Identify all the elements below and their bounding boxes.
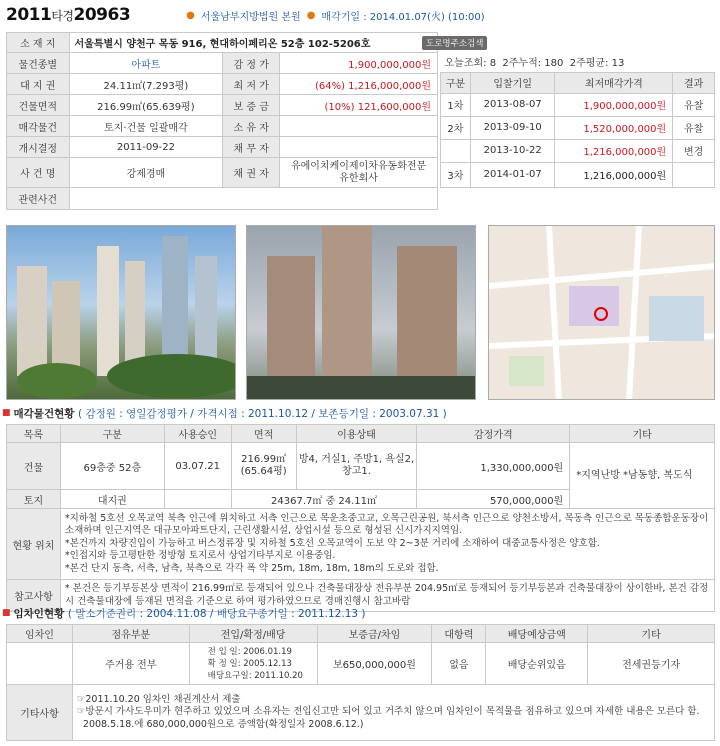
apartment-photo-illustration — [7, 226, 236, 400]
address: 서울특별시 양천구 목동 916, 현대하이페리온 52층 102-5206호 — [74, 39, 371, 50]
reference-note: * 본건은 등기부등본상 면적이 216.99㎡로 등재되어 있으나 건축물대장상 전유부분 204.95㎡로 등재되어 등기부등본과 건축물대장이 상이한바, 본건 감정시 건축물대장에 등재된 면적을 기준으로 하여 평가하였으므로 경매진행시 참고바람 — [60, 580, 714, 612]
property-table: 목록 구분 사용승인 면적 이용상태 감정가격 기타 건물 69층중 52층 03.07.21 216.99㎡ (65.64평) 방4, 거실1, 주방1, 욕실2, 창고1. 1,330,000,000원 *지역난방 *남동향, 복도식 토지 대지권 24367.7㎡ 중 24.11㎡ 570,000,000원 현황 위치 *지하철 5호선 오목교역 북측 인근에 위치하고 서측 인근으로 목운초중고교, 오목근린공원, 북서측 인근으로 양천소방서, 목동측 인근으로 목동종합운동장이 소재하며 인근지역은 대규모아파트단지, 근린생활시설, 상업시설 등으로 형성된 신시가지지역임. *본건까지 차량진입이 가능하고 버스정류장 및 지하철 5호선 오목교역이 도보 약 2~3분 거리에 소재하여 대중교통사정은 양호함. *인접지와 등고평탄한 정방형 토지로서 상업기타부지로 이용중임. *본건 단지 동측, 서측, 남측, 북측으로 각각 폭 약 25m, 18m, 18m, 18m의 도로와 접함. 참고사항 * 본건은 등기부등본상 면적이 216.99㎡로 등재되어 있으나 건축물대장상 전유부분 204.95㎡로 등재되어 등기부등본과 건축물대장이 상이한바, 본건 감정시 건축물대장에 등재된 면적을 기준으로 하여 평가하였으므로 경매진행시 참고바람 — [6, 424, 715, 612]
court-name: 서울남부지방법원 본원 — [200, 11, 301, 23]
location-map[interactable] — [488, 225, 715, 400]
tenant-note: ☞2011.10.20 임차인 채권계산서 제출 — [76, 693, 241, 705]
location-line: *본건 단지 동측, 서측, 남측, 북측으로 각각 폭 약 25m, 18m, 18m, 18m의 도로와 접함. — [64, 562, 439, 574]
property-section-title: ■ 매각물건현황 ( 감정원 : 영일감정평가 / 가격시점 : 2011.10.12 / 보존등기일 : 2003.07.31 ) — [2, 407, 447, 420]
rounds-table: 오늘조회: 8 2주누적: 180 2주평균: 13 구분 입찰기일 최저매각가격 결과 1차 2013-08-07 1,900,000,000원 유찰 2차 2013-09-10 1,520,000,000원 유찰 2013-10-22 1,216,000,000원 변경 3차 2014-01-07 1,216,000,000원 — [440, 52, 715, 188]
apartment-photo[interactable] — [6, 225, 236, 400]
location-line: *본건까지 차량진입이 가능하고 버스정류장 및 지하철 5호선 오목교역이 도보 약 2~3분 거리에 소재하여 대중교통사정은 양호함. — [64, 537, 600, 549]
minimum-price: (64%) 1,216,000,000원 — [280, 74, 438, 95]
tenant-table: 임차인 점유부분 전입/확정/배당 보증금/차임 대항력 배당예상금액 기타 주거용 전부 전 입 일: 2006.01.19 확 정 일: 2005.12.13 배당요구일: 2011.10.20 보650,000,000원 없음 배당순위있음 전세권등기자 기타사항 ☞2011.10.20 임차인 채권계산서 제출 ☞방문시 가사도우미가 현주하고 있었으며 소유자는 전입신고만 되어 있고 거주치 않으며 임차인이 목적물을 점유하고 있으며 자세한 내용은 모른다 함. 2008.5.18.에 680,000,000원으로 증액함(확정일자 2008.6.12.) — [6, 624, 715, 741]
creditor: 유에이치케이제이차유동화전문유한회사 — [280, 158, 438, 188]
tower-photo[interactable] — [246, 225, 476, 400]
info-table: 소 재 지 서울특별시 양천구 목동 916, 현대하이페리온 52층 102-5206호 물건종별 아파트 감 정 가 1,900,000,000원 대 지 권 24.11㎡(7.293평) 최 저 가 (64%) 1,216,000,000원 건물면적 216.99㎡(65.639평) 보 증 금 (10%) 121,600,000원 매각물건 토지·건물 일괄매각 소 유 자 개시결정 2011-09-22 채 무 자 사 건 명 강제경매 채 권 자 유에이치케이제이차유동화전문유한회사 관련사건 — [6, 32, 438, 210]
appraisal-price: 1,900,000,000원 — [280, 53, 438, 74]
location-line: *인접지와 등고평탄한 정방형 토지로서 상업기타부지로 이용중임. — [64, 550, 336, 562]
sale-date: 매각기일 : 2014.01.07(火) (10:00) — [321, 11, 485, 23]
bullet-icon: ■ — [2, 408, 11, 418]
case-number: 2011타경20963 — [6, 5, 131, 25]
tenant-section-title: ■ 임차인현황 ( 말소기준권리 : 2004.11.08 / 배당요구종기일 : 2011.12.13 ) — [2, 607, 366, 620]
bullet-icon: ● — [306, 9, 316, 21]
tenant-note: ☞방문시 가사도우미가 현주하고 있었으며 소유자는 전입신고만 되어 있고 거주치 않으며 임차인이 목적물을 점유하고 있으며 자세한 내용은 모른다 함. — [76, 706, 700, 718]
case-header — [0, 0, 720, 30]
road-address-search-button[interactable]: 도로명주소검색 — [422, 36, 487, 50]
bullet-icon: ■ — [2, 608, 11, 618]
deposit: (10%) 121,600,000원 — [280, 95, 438, 116]
tower-photo-illustration — [247, 226, 476, 400]
tenant-note: 2008.5.18.에 680,000,000원으로 증액함(확정일자 2008.6.12.) — [76, 718, 364, 730]
location-line: *지하철 5호선 오목교역 북측 인근에 위치하고 서측 인근으로 목운초중고교, 오목근린공원, 북서측 인근으로 양천소방서, 목동측 인근으로 목동종합운동장이 소재하며 인근지역은 대규모아파트단지, 근린생활시설, 상업시설 등으로 형성된 신시가지지역임. — [64, 512, 709, 537]
view-stats: 오늘조회: 8 2주누적: 180 2주평균: 13 — [444, 58, 625, 70]
bullet-icon: ● — [186, 9, 195, 21]
location-map-illustration — [489, 226, 715, 400]
property-type: 아파트 — [69, 53, 223, 74]
